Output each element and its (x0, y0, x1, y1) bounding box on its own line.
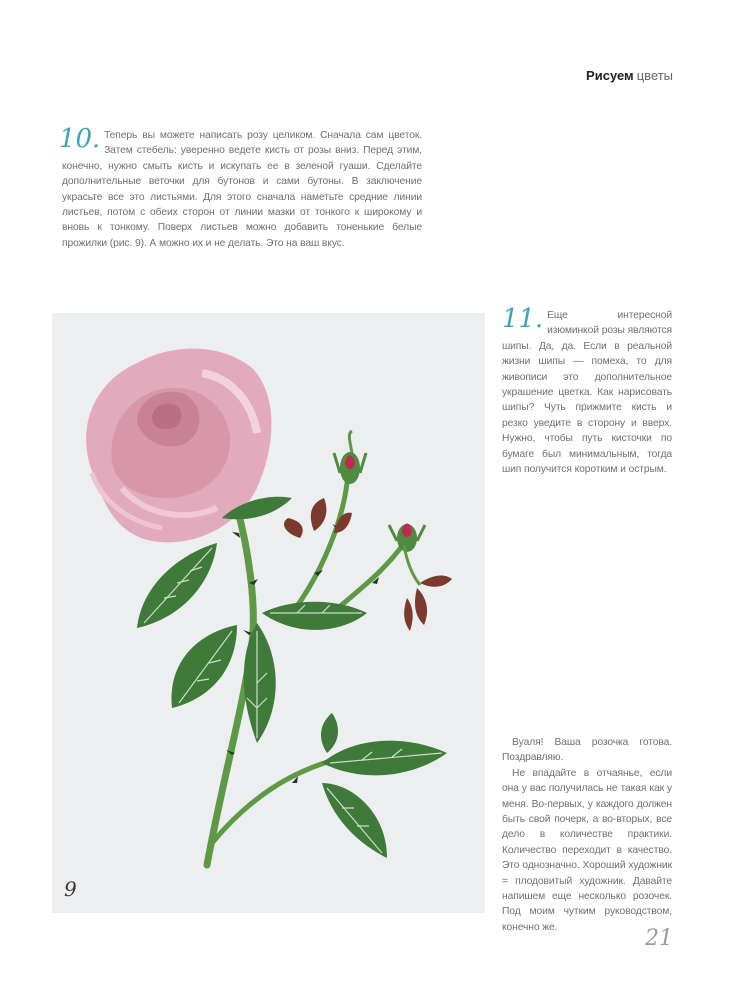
rose-painting (52, 313, 485, 913)
step-10-number: 10. (59, 124, 101, 154)
step-10-paragraph (59, 124, 422, 251)
closing-paragraph (502, 735, 672, 935)
rose-buds (334, 452, 425, 552)
header-bold: Рисуем (586, 68, 634, 83)
running-header (586, 68, 673, 83)
page-number: 21 (645, 926, 673, 951)
closing-paragraph-1: Вуаля! Ваша розочка готова. Поздравляю. (502, 737, 672, 764)
figure-number: 9 (64, 877, 77, 901)
step-11-number: 11. (502, 304, 544, 334)
rose-illustration (52, 313, 485, 913)
step-11-paragraph (502, 304, 672, 477)
header-light: цветы (636, 68, 673, 83)
rose-leaves (137, 543, 447, 858)
closing-paragraph-2: Не впадайте в отчаянье, если она у вас получилась не такая как у меня. Во-первых, у каждого должен быть свой почерк, а во-вторых, все дело в количестве практики. Количество переходит в качество. Это однозначно. Хороший художник = плодовитый художник. Давайте напишем еще несколько розочек. Под моим чутким руководством, конечно же. (502, 767, 672, 933)
step-11-text: Еще интересной изюминкой розы являются шипы. Да, да. Если в реальной жизни шипы — помеха, то для живописи это дополнительное украшение цветка. Как нарисовать шипы? Чуть прижмите кисть и резко уведите в сторону и вверх. Нужно, чтобы путь кисточки по бумаге был минимальным, тогда шип получится коротким и острым. (502, 310, 672, 476)
step-10-text: Теперь вы можете написать розу целиком. Сначала сам цветок. Затем стебель: уверенно ведете кисть от розы вниз. Перед этим, конечно, нужно смыть кисть и искупать ее в зеленой гуаши. Сделайте дополнительные веточки для бутонов и сами бутоны. В заключение украсьте все это листьями. Для этого сначала наметьте средние линии листьев, потом с обеих сторон от линии мазки от тонкого к широкому и вновь к тонкому. Поверх листьев можно добавить тоненькие белые прожилки (рис. 9). А можно их и не делать. Это на ваш вкус. (62, 130, 422, 249)
